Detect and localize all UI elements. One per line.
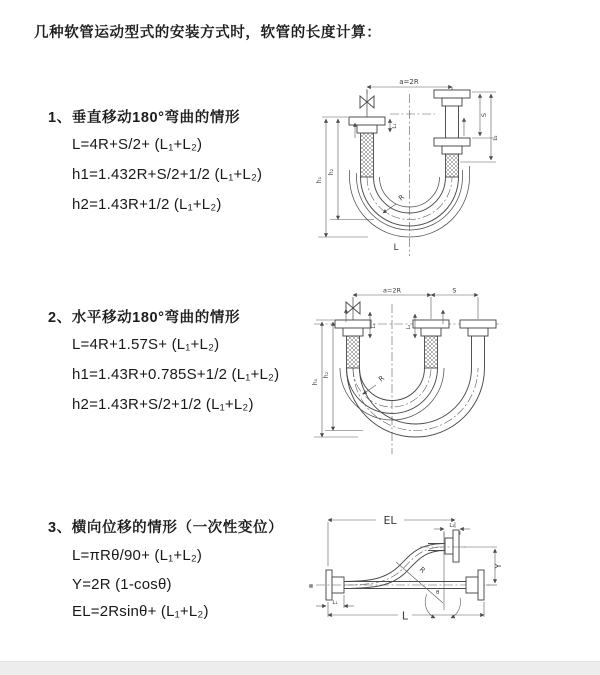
datum-mark: ⊗ [308,581,314,590]
radius-label: R [417,565,427,575]
right-flange [460,320,496,336]
diagram-lateral-displacement [298,502,598,657]
dim-label-fit-left: L₁ [392,123,398,129]
section-3-formula-Y: Y=2R (1-cosθ) [72,576,172,593]
section-2-formula-h1: h1=1.43R+0.785S+1/2 (L₁+L₂) [72,366,280,383]
dimension-l2 [434,523,470,537]
page-title: 几种软管运动型式的安装方式时，软管的长度计算： [34,25,382,41]
dim-label-l2: L₂ [449,523,455,529]
middle-flange [413,320,449,336]
dimension-el [328,514,455,566]
section-1-heading: 1、垂直移动180°弯曲的情形 [48,110,241,126]
dim-label-stroke: S [480,112,488,118]
section-1-formula-h1: h1=1.432R+S/2+1/2 (L₁+L₂) [72,166,263,183]
section-3-formula-EL: EL=2Rsinθ+ (L₁+L₂) [72,603,209,620]
radius-label: R [397,193,407,203]
dimension-stroke [460,92,499,162]
section-2-heading: 2、水平移动180°弯曲的情形 [48,310,241,326]
upper-flange [445,530,459,562]
radius-label: R [377,374,387,384]
dim-label-h-outer: h₁ [316,176,323,184]
right-pipe [434,87,470,177]
diagram-vertical-180-bend [312,74,572,264]
braided-hose-middle [425,336,438,368]
braided-hose-left [347,336,360,368]
dimension-width-stroke [353,287,478,320]
section-2-formula-h2: h2=1.43R+S/2+1/2 (L₁+L₂) [72,396,254,413]
section-2-formula-L: L=4R+1.57S+ (L₁+L₂) [72,336,220,353]
dim-label-l1: L₁ [332,600,338,606]
diagram-horizontal-180-bend [306,282,586,462]
dim-label-width: a=2R [382,286,402,295]
dim-label-width: a=2R [399,78,419,86]
hose-u-bends [340,368,485,437]
dimension-l [328,602,484,623]
scan-edge-strip [0,661,600,675]
dim-label-fit-left: L₁ [371,323,377,329]
length-label: L [393,243,399,253]
dim-label-fit-right: L₂ [493,135,499,141]
dim-label-l: L [401,609,409,623]
dim-label-h-inner: h₂ [328,168,335,176]
dim-label-stroke: S [452,286,457,295]
section-1-formula-L: L=4R+S/2+ (L₁+L₂) [72,136,203,153]
dim-label-fit-right: L₂ [406,324,412,330]
right-flange [466,570,484,600]
dim-label-h-outer: h₁ [312,378,319,386]
braided-hose-right [446,154,459,177]
section-3-formula-L: L=πRθ/90+ (L₁+L₂) [72,547,203,564]
angle-label: θ [436,590,440,596]
section-1-formula-h2: h2=1.43R+1/2 (L₁+L₂) [72,196,222,213]
braided-hose-left [361,133,374,177]
dimension-l1 [316,595,354,608]
dim-label-el: EL [383,514,397,527]
left-flange [335,320,371,336]
dim-label-h-inner: h₂ [323,371,330,379]
dimension-heights [316,117,398,237]
dim-label-y: Y [494,563,503,569]
left-flange [349,117,385,133]
section-3-heading: 3、横向位移的情形（一次性变位） [48,520,284,536]
